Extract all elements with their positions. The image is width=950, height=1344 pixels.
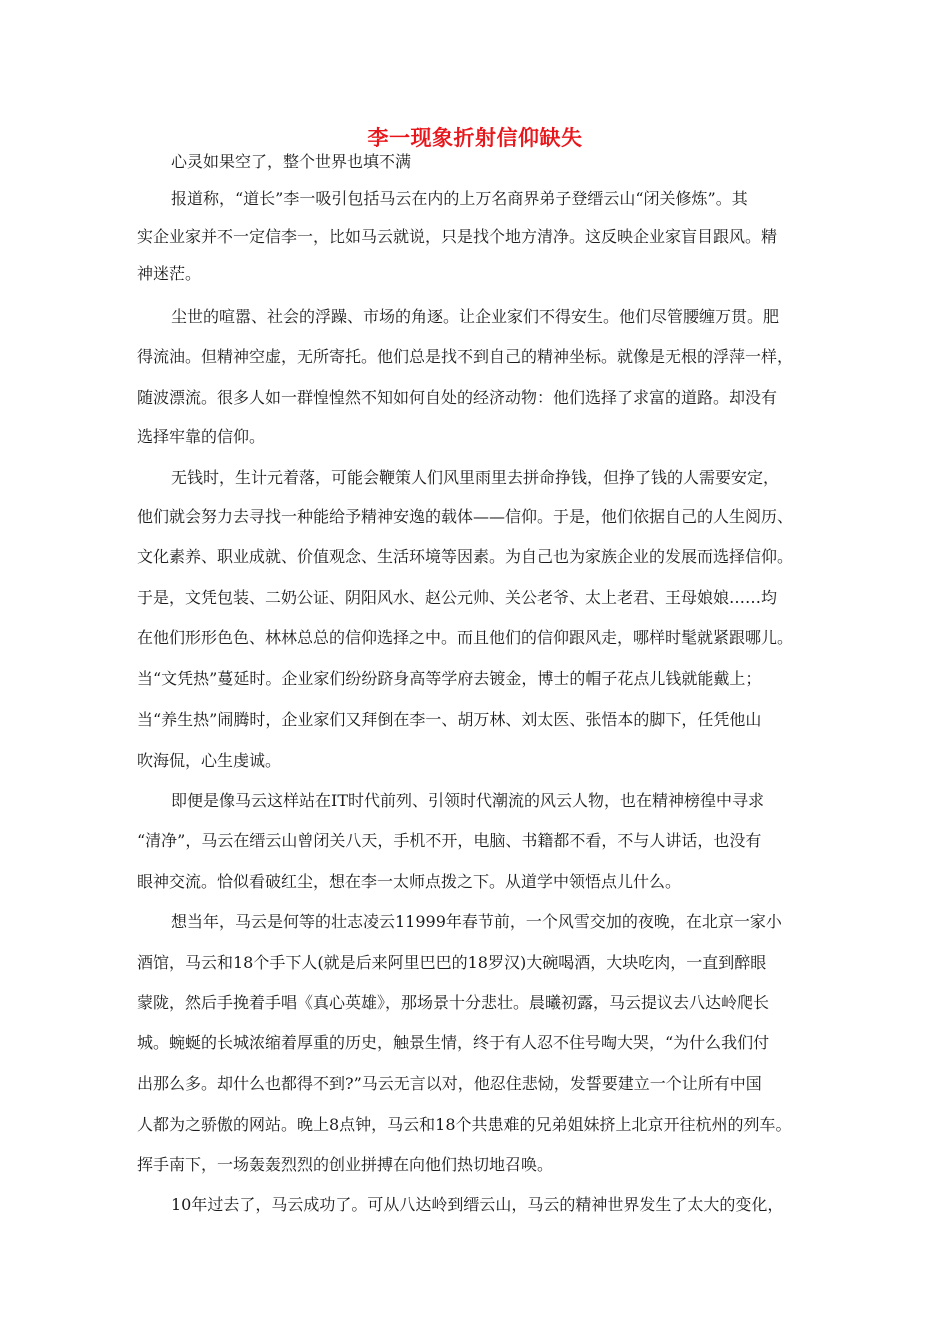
document-subtitle: 心灵如果空了，整个世界也填不满	[171, 152, 412, 171]
text-line: 即便是像马云这样站在IT时代前列、引领时代潮流的风云人物，也在精神榜徨中寻求	[171, 791, 764, 810]
text-line: 尘世的喧嚣、社会的浮躁、市场的角逐。让企业家们不得安生。他们尽管腰缠万贯。肥	[171, 307, 780, 326]
document-title: 李一现象折射信仰缺失	[367, 126, 583, 150]
text-line: 人都为之骄傲的网站。晚上8点钟，马云和18个共患难的兄弟姐妹挤上北京开往杭州的列车。	[137, 1115, 792, 1134]
text-line: 吹海侃，心生虔诚。	[137, 751, 282, 770]
text-line: 挥手南下，一场轰轰烈烈的创业拼搏在向他们热切地召唤。	[137, 1155, 554, 1174]
text-line: 随波漂流。很多人如一群惶惶然不知如何自处的经济动物：他们选择了求富的道路。却没有	[137, 388, 778, 407]
text-line: 10年过去了，马云成功了。可从八达岭到缙云山，马云的精神世界发生了太大的变化，	[171, 1195, 784, 1214]
text-line: 城。蜿蜒的长城浓缩着厚重的历史，触景生情，终于有人忍不住号啕大哭，“为什么我们付	[137, 1033, 770, 1052]
text-line: 实企业家并不一定信李一，比如马云就说，只是找个地方清净。这反映企业家盲目跟风。精	[137, 227, 778, 246]
text-line: 在他们形形色色、林林总总的信仰选择之中。而且他们的信仰跟风走，哪样时髦就紧跟哪儿。	[137, 628, 794, 647]
text-line: 当“文凭热”蔓延时。企业家们纷纷跻身高等学府去镀金，博士的帽子花点儿钱就能戴上；	[137, 669, 762, 688]
text-line: 无钱时，生计元着落，可能会鞭策人们风里雨里去拼命挣钱，但挣了钱的人需要安定，	[171, 468, 780, 487]
text-line: 他们就会努力去寻找一种能给予精神安逸的载体——信仰。于是，他们依据自己的人生阅历、	[137, 507, 794, 526]
text-line: 文化素养、职业成就、价值观念、生活环境等因素。为自己也为家族企业的发展而选择信仰。	[137, 547, 794, 566]
text-line: 酒馆，马云和18个手下人(就是后来阿里巴巴的18罗汉)大碗喝酒，大块吃肉，一直到醉眼	[137, 953, 767, 972]
text-line: 出那么多。却什么也都得不到?”马云无言以对，他忍住悲恸，发誓要建立一个让所有中国	[137, 1074, 762, 1093]
text-line: 神迷茫。	[137, 264, 202, 283]
text-line: “清净”，马云在缙云山曾闭关八天，手机不开，电脑、书籍都不看，不与人讲话，也没有	[137, 831, 762, 850]
text-line: 眼神交流。恰似看破红尘，想在李一太师点拨之下。从道学中领悟点儿什么。	[137, 872, 682, 891]
text-line: 想当年，马云是何等的壮志凌云11999年春节前，一个风雪交加的夜晚，在北京一家小	[171, 912, 782, 931]
text-line: 于是，文凭包装、二奶公证、阴阳风水、赵公元帅、关公老爷、太上老君、王母娘娘……均	[137, 588, 778, 607]
text-line: 得流油。但精神空虚，无所寄托。他们总是找不到自己的精神坐标。就像是无根的浮萍一样，	[137, 347, 794, 366]
text-line: 蒙陇，然后手挽着手唱《真心英雄》，那场景十分悲壮。晨曦初露，马云提议去八达岭爬长	[137, 993, 770, 1012]
text-line: 当“养生热”闹腾时，企业家们又拜倒在李一、胡万林、刘太医、张悟本的脚下，任凭他山	[137, 710, 762, 729]
text-line: 报道称，“道长”李一吸引包括马云在内的上万名商界弟子登缙云山“闭关修炼”。其	[171, 189, 748, 208]
text-line: 选择牢靠的信仰。	[137, 427, 266, 446]
